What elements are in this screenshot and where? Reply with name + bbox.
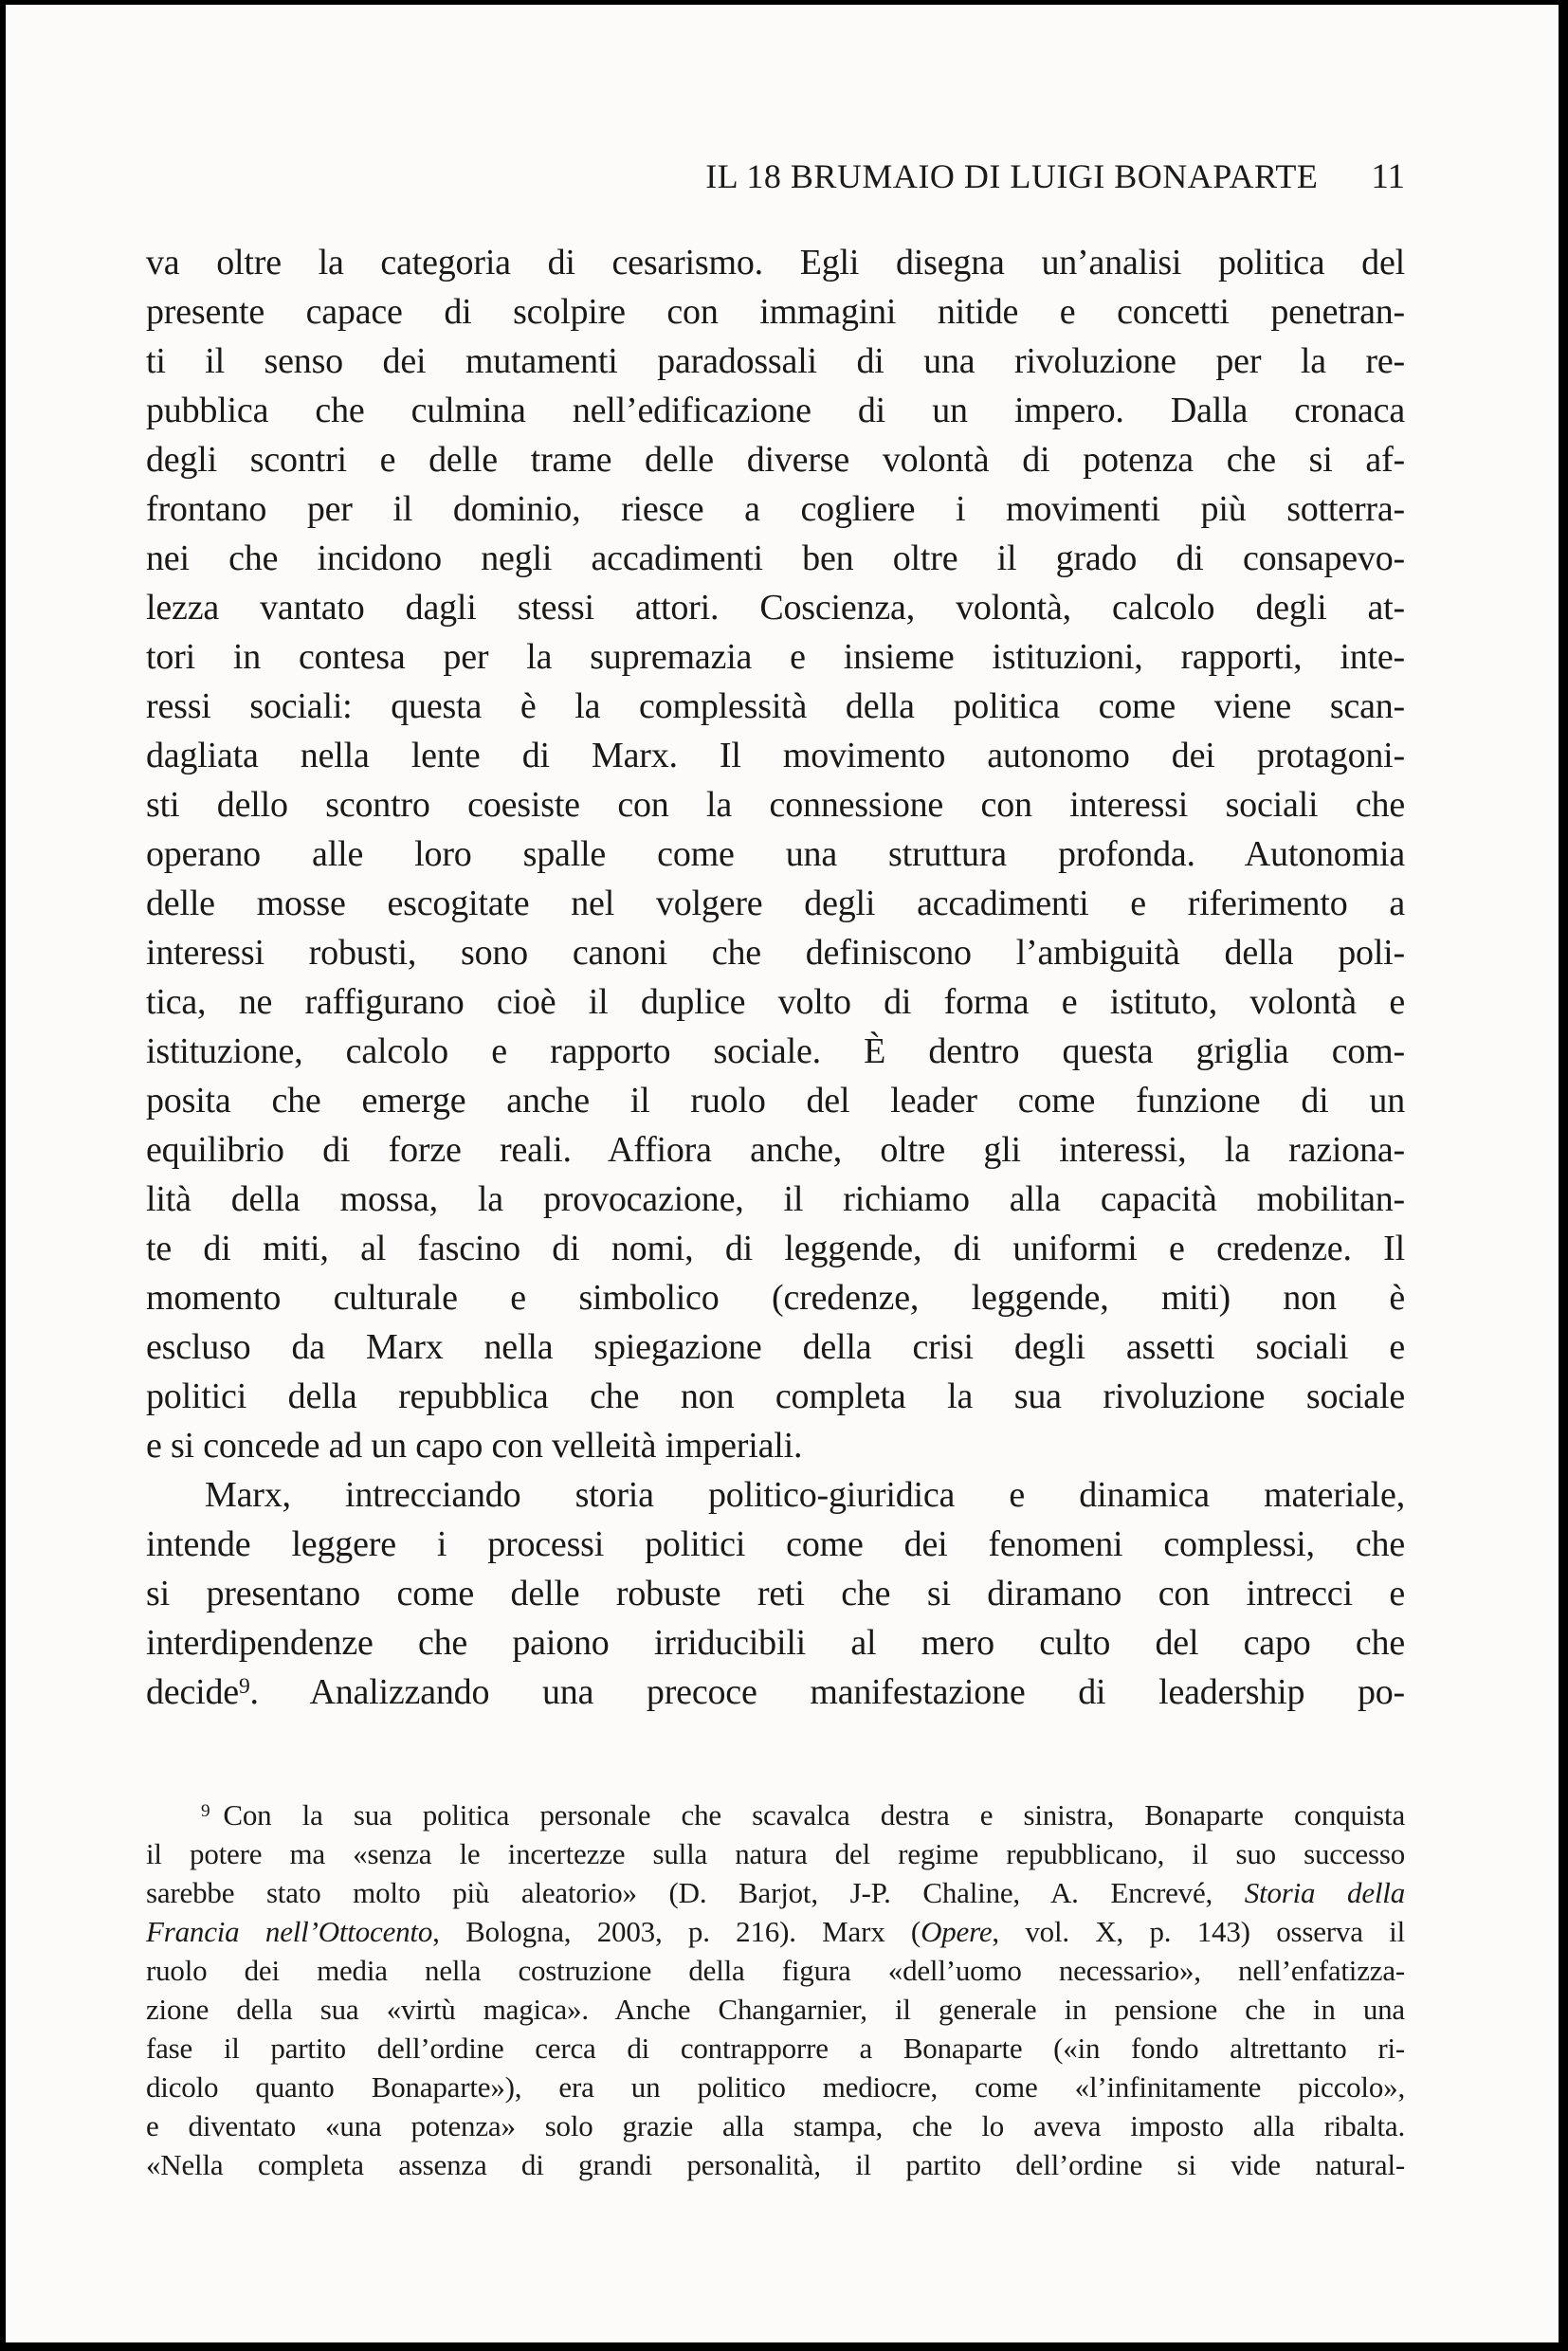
body-line: tica, ne raffigurano cioè il duplice volto di forma e istituto, volontà e bbox=[146, 982, 1405, 1022]
footnote-marker: 9 bbox=[201, 1801, 210, 1822]
footnote-line: ruolo dei media nella costruzione della figura «dell’uomo necessario», nell’enfatizza- bbox=[146, 1954, 1405, 1987]
footnote-line: zione della sua «virtù magica». Anche Changarnier, il generale in pensione che in una bbox=[146, 1993, 1405, 2026]
body-line: va oltre la categoria di cesarismo. Egli disegna un’analisi politica del bbox=[146, 243, 1405, 282]
body-line: dagliata nella lente di Marx. Il movimento autonomo dei protagoni- bbox=[146, 736, 1405, 775]
book-title-italic: Francia nell’Ottocento bbox=[146, 1915, 433, 1948]
footnote-line bbox=[146, 1795, 1405, 1834]
footnote-text-run: Con la sua politica personale che scavalca destra e sinistra, Bonaparte conquista bbox=[223, 1798, 1405, 1832]
body-line: operano alle loro spalle come una struttura profonda. Autonomia bbox=[146, 834, 1405, 874]
footnote-text-run: , vol. X, p. 143) osserva il bbox=[992, 1915, 1406, 1948]
footnote-line: fase il partito dell’ordine cerca di contrapporre a Bonaparte («in fondo altrettanto ri- bbox=[146, 2032, 1405, 2065]
body-line: lezza vantato dagli stessi attori. Coscienza, volontà, calcolo degli at- bbox=[146, 588, 1405, 628]
body-line: te di miti, al fascino di nomi, di leggende, di uniformi e credenze. Il bbox=[146, 1229, 1405, 1268]
footnote-text-run: sarebbe stato molto più aleatorio» (D. Barjot, J-P. Chaline, A. Encrevé, bbox=[146, 1876, 1245, 1909]
body-text bbox=[146, 238, 1405, 1717]
body-line: istituzione, calcolo e rapporto sociale. È dentro questa griglia com- bbox=[146, 1031, 1405, 1071]
body-line: delle mosse escogitate nel volgere degli accadimenti e riferimento a bbox=[146, 884, 1405, 923]
body-line: interdipendenze che paiono irriducibili al mero culto del capo che bbox=[146, 1623, 1405, 1663]
footnote-text-run: , Bologna, 2003, p. 216). Marx ( bbox=[432, 1915, 921, 1948]
footnote-line: il potere ma «senza le incertezze sulla natura del regime repubblicano, il suo successo bbox=[146, 1837, 1405, 1870]
footnote-line bbox=[146, 1912, 1405, 1951]
body-line: si presentano come delle robuste reti che si diramano con intrecci e bbox=[146, 1574, 1405, 1613]
body-line: ressi sociali: questa è la complessità della politica come viene scan- bbox=[146, 686, 1405, 726]
footnote-line: dicolo quanto Bonaparte»), era un politico mediocre, come «l’infinitamente piccolo», bbox=[146, 2070, 1405, 2104]
footnote-line bbox=[146, 1873, 1405, 1912]
body-line: presente capace di scolpire con immagini nitide e concetti penetran- bbox=[146, 292, 1405, 332]
body-line: frontano per il dominio, riesce a cogliere i movimenti più sotterra- bbox=[146, 489, 1405, 529]
body-line: politici della repubblica che non completa la sua rivoluzione sociale bbox=[146, 1376, 1405, 1416]
body-line: equilibrio di forze reali. Affiora anche, oltre gli interessi, la raziona- bbox=[146, 1130, 1405, 1170]
body-line: intende leggere i processi politici come dei fenomeni complessi, che bbox=[146, 1524, 1405, 1564]
running-head-title: IL 18 BRUMAIO DI LUIGI BONAPARTE bbox=[705, 157, 1319, 195]
body-line: posita che emerge anche il ruolo del leader come funzione di un bbox=[146, 1081, 1405, 1121]
body-line: sti dello scontro coesiste con la connessione con interessi sociali che bbox=[146, 785, 1405, 825]
body-line: momento culturale e simbolico (credenze, leggende, miti) non è bbox=[146, 1278, 1405, 1318]
body-line: degli scontri e delle trame delle diverse volontà di potenza che si af- bbox=[146, 440, 1405, 480]
footnote-reference: 9 bbox=[238, 1674, 250, 1700]
body-line: ti il senso dei mutamenti paradossali di una rivoluzione per la re- bbox=[146, 341, 1405, 381]
body-line: tori in contesa per la supremazia e insieme istituzioni, rapporti, inte- bbox=[146, 637, 1405, 677]
body-line: escluso da Marx nella spiegazione della crisi degli assetti sociali e bbox=[146, 1327, 1405, 1367]
book-title-italic: Opere bbox=[921, 1915, 993, 1948]
paragraph-2 bbox=[146, 1470, 1405, 1717]
body-line: interessi robusti, sono canoni che definiscono l’ambiguità della poli- bbox=[146, 933, 1405, 973]
body-text-run: . Analizzando una precoce manifestazione di leadership po- bbox=[249, 1672, 1405, 1712]
book-title-italic: Storia della bbox=[1244, 1876, 1406, 1909]
footnote-line: e diventato «una potenza» solo grazie alla stampa, che lo aveva imposto alla ribalta. bbox=[146, 2109, 1405, 2142]
body-line: lità della mossa, la provocazione, il richiamo alla capacità mobilitan- bbox=[146, 1179, 1405, 1219]
body-line: nei che incidono negli accadimenti ben oltre il grado di consapevo- bbox=[146, 538, 1405, 578]
body-line: pubblica che culmina nell’edificazione di un impero. Dalla cronaca bbox=[146, 391, 1405, 430]
body-line bbox=[146, 1668, 1405, 1717]
paragraph-1 bbox=[146, 238, 1405, 1470]
body-line: e si concede ad un capo con velleità imperiali. bbox=[146, 1426, 803, 1466]
footnote-line: «Nella completa assenza di grandi personalità, il partito dell’ordine si vide natural- bbox=[146, 2148, 1405, 2181]
running-head bbox=[146, 156, 1405, 198]
footnote bbox=[146, 1795, 1405, 2184]
page-number: 11 bbox=[1371, 157, 1405, 196]
body-text-run: decide bbox=[146, 1672, 239, 1712]
body-line: Marx, intrecciando storia politico-giuridica e dinamica materiale, bbox=[205, 1475, 1405, 1515]
